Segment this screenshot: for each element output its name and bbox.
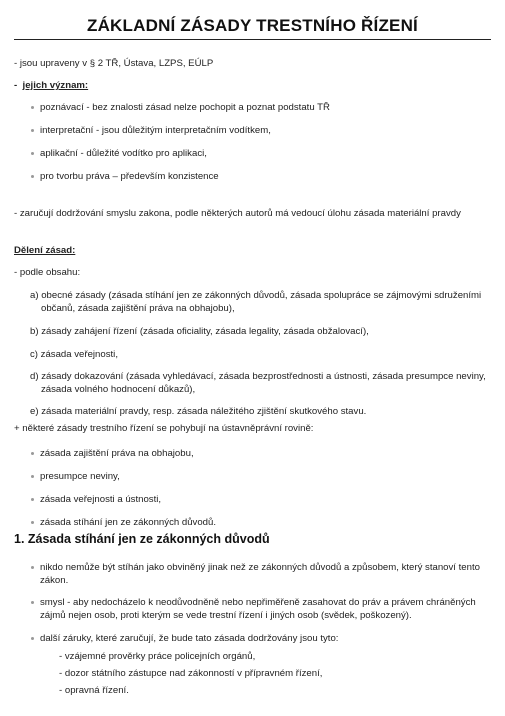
- division-item-cont: občanů, zásada zajištění práva na obhajobu),: [41, 303, 235, 314]
- meaning-item: aplikační - důležité vodítko pro aplikaci,: [40, 148, 207, 159]
- section1-item-cont: zájmů nejen osob, proti kterým se vede trestní řízení i jiných osob (svědek, poškozený).: [40, 610, 412, 621]
- bullet-icon: [31, 498, 34, 501]
- division-item-cont: zásada volného hodnocení důkazů),: [41, 384, 196, 395]
- section1-heading: 1. Zásada stíhání jen ze zákonných důvodů: [14, 532, 270, 546]
- bullet-icon: [31, 566, 34, 569]
- bullet-icon: [31, 152, 34, 155]
- page-title: ZÁKLADNÍ ZÁSADY TRESTNÍHO ŘÍZENÍ: [14, 16, 491, 40]
- sub-item: - opravná řízení.: [59, 685, 129, 696]
- const-item: zásada zajištění práva na obhajobu,: [40, 448, 194, 459]
- dash: -: [14, 80, 18, 91]
- bullet-icon: [31, 521, 34, 524]
- bullet-icon: [31, 637, 34, 640]
- meaning-item: pro tvorbu práva – především konzistence: [40, 171, 219, 182]
- note-line: - zaručují dodržování smyslu zakona, podle některých autorů má vedoucí úlohu zásada materiální pravdy: [14, 208, 461, 219]
- const-item: zásada veřejnosti a ústnosti,: [40, 494, 162, 505]
- meaning-heading: [14, 79, 491, 92]
- constitutional-line: + některé zásady trestního řízení se pohybují na ústavněprávní rovině:: [14, 423, 314, 434]
- bullet-icon: [31, 106, 34, 109]
- division-item: c) zásada veřejnosti,: [30, 349, 118, 360]
- bullet-icon: [31, 175, 34, 178]
- by-content-line: - podle obsahu:: [14, 267, 81, 278]
- section1-item: nikdo nemůže být stíhán jako obviněný jinak než ze zákonných důvodů a způsobem, který stanoví tento: [40, 562, 480, 573]
- section1-item: smysl - aby nedocházelo k neodůvodněně nebo nepřiměřeně zasahovat do práv a právem chráněných: [40, 597, 476, 608]
- const-item: presumpce neviny,: [40, 471, 120, 482]
- meaning-heading-text: jejich význam:: [22, 80, 89, 91]
- sub-item: - vzájemné prověrky práce policejních orgánů,: [59, 651, 256, 662]
- division-item: e) zásada materiální pravdy, resp. zásada náležitého zjištění skutkového stavu.: [30, 406, 367, 417]
- division-item: d) zásady dokazování (zásada vyhledávací, zásada bezprostřednosti a ústnosti, zásada presumpce neviny,: [30, 371, 486, 382]
- section1-item-cont: zákon.: [40, 575, 69, 586]
- meaning-item: interpretační - jsou důležitým interpretačním vodítkem,: [40, 125, 271, 136]
- bullet-icon: [31, 129, 34, 132]
- division-item: b) zásady zahájení řízení (zásada oficiality, zásada legality, zásada obžalovací),: [30, 326, 369, 337]
- division-heading: Dělení zásad:: [14, 245, 76, 256]
- bullet-icon: [31, 601, 34, 604]
- sub-item: - dozor státního zástupce nad zákonností v přípravném řízení,: [59, 668, 323, 679]
- intro-line: - jsou upraveny v § 2 TŘ, Ústava, LZPS, EÚLP: [14, 58, 214, 69]
- division-item: a) obecné zásady (zásada stíhání jen ze zákonných důvodů, zásada spolupráce se zájmovými sdruženími: [30, 290, 482, 301]
- bullet-icon: [31, 475, 34, 478]
- const-item: zásada stíhání jen ze zákonných důvodů.: [40, 517, 217, 528]
- bullet-icon: [31, 452, 34, 455]
- meaning-item: poznávací - bez znalosti zásad nelze pochopit a poznat podstatu TŘ: [40, 102, 330, 113]
- section1-item: další záruky, které zaručují, že bude tato zásada dodržovány jsou tyto:: [40, 633, 339, 644]
